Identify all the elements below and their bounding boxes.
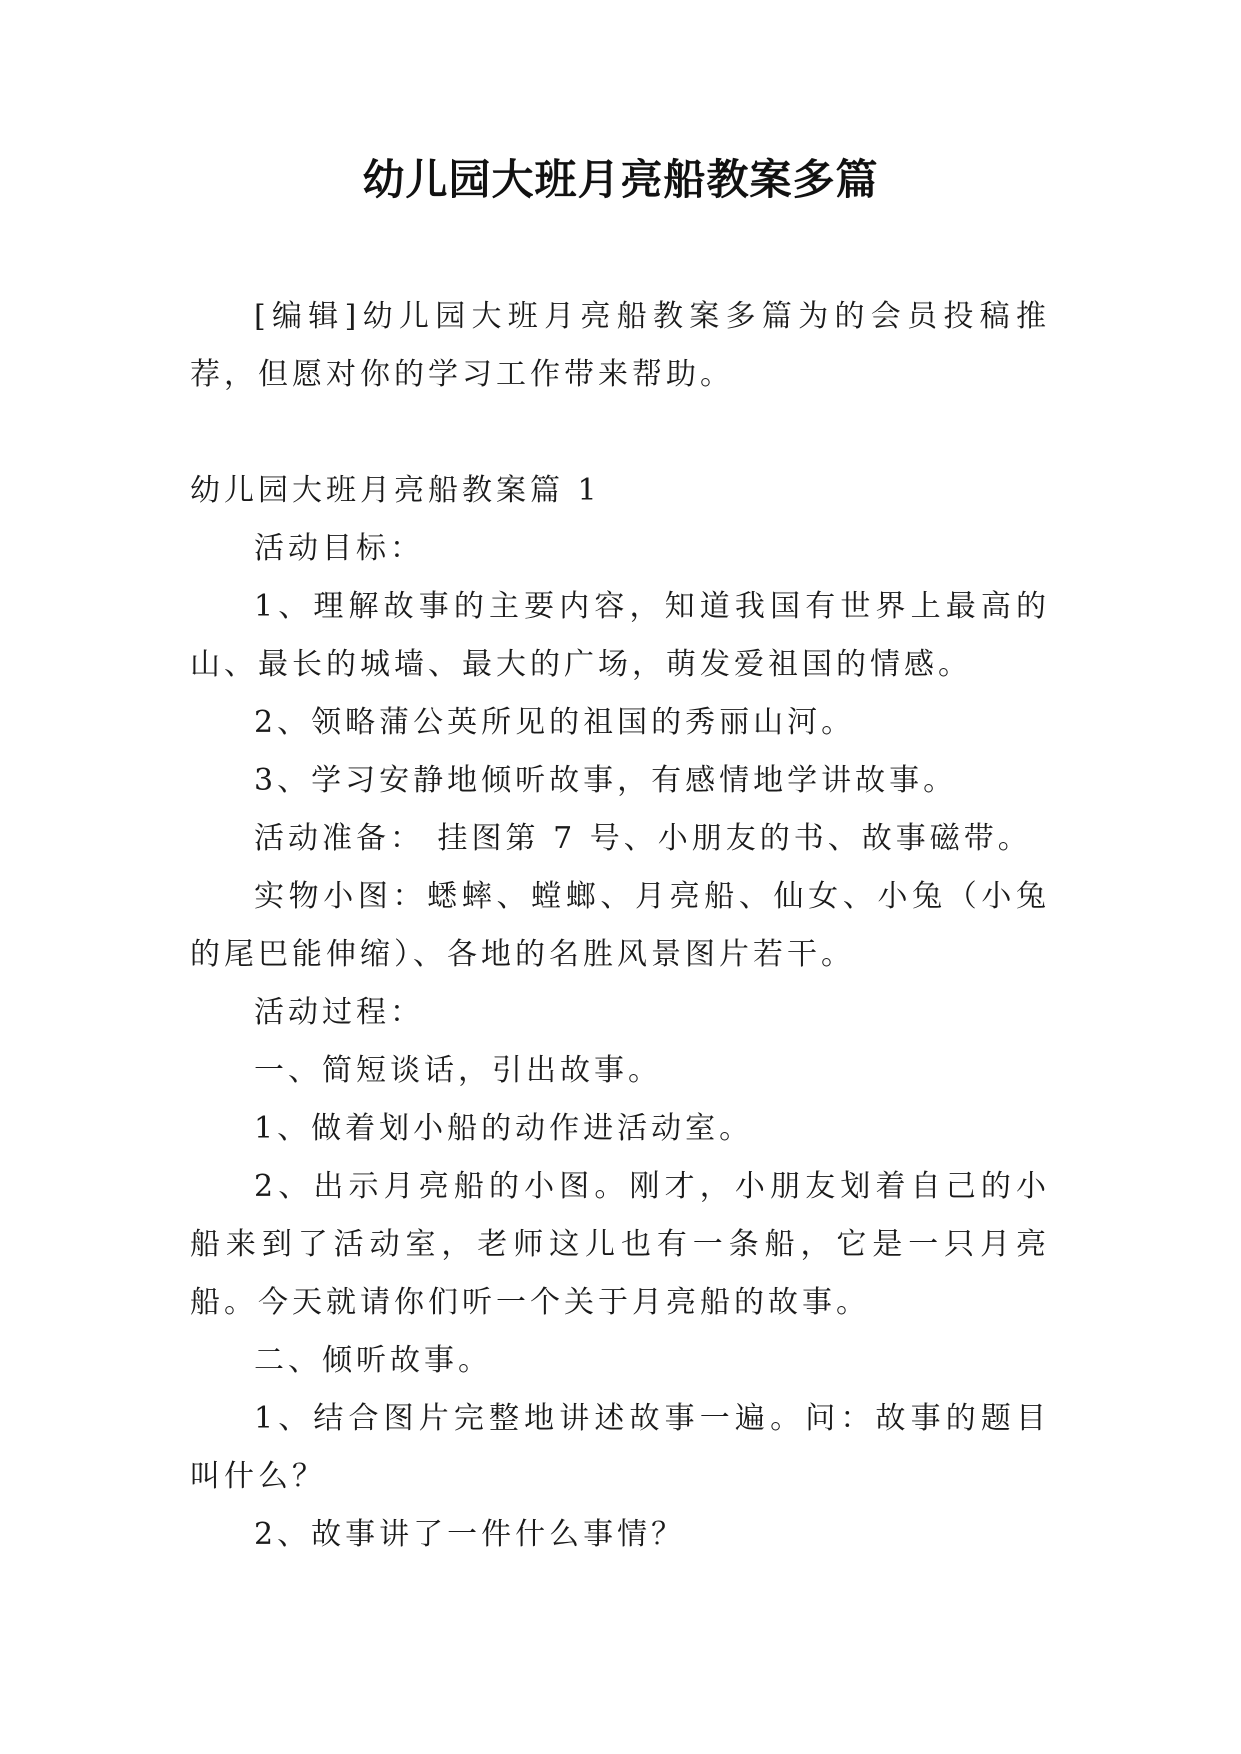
paragraph: 2、故事讲了一件什么事情？ bbox=[254, 1517, 686, 1552]
paragraph: 活动目标： bbox=[254, 531, 424, 566]
paragraph: 1、做着划小船的动作进活动室。 bbox=[254, 1111, 754, 1146]
paragraph: 2、出示月亮船的小图。刚才，小朋友划着自己的小船来到了活动室，老师这儿也有一条船，它是一只月亮船。今天就请你们听一个关于月亮船的故事。 bbox=[190, 1169, 1050, 1320]
paragraph: 3、学习安静地倾听故事，有感情地学讲故事。 bbox=[254, 763, 958, 798]
paragraph: 一、简短谈话，引出故事。 bbox=[254, 1053, 662, 1088]
paragraph: 二、倾听故事。 bbox=[254, 1343, 492, 1378]
section-heading: 幼儿园大班月亮船教案篇 1 bbox=[190, 473, 601, 508]
paragraph: 2、领略蒲公英所见的祖国的秀丽山河。 bbox=[254, 705, 856, 740]
paragraph: 1、理解故事的主要内容，知道我国有世界上最高的山、最长的城墙、最大的广场，萌发爱祖国的情感。 bbox=[190, 589, 1050, 682]
document-body bbox=[190, 288, 1050, 1564]
document-title: 幼儿园大班月亮船教案多篇 bbox=[362, 155, 879, 204]
paragraph-gap bbox=[190, 404, 1050, 462]
paragraph: 活动准备： 挂图第 7 号、小朋友的书、故事磁带。 bbox=[254, 821, 1032, 856]
paragraph: 实物小图：蟋蟀、螳螂、月亮船、仙女、小兔（小兔的尾巴能伸缩）、各地的名胜风景图片若干。 bbox=[190, 879, 1050, 972]
paragraph: 1、结合图片完整地讲述故事一遍。问：故事的题目叫什么？ bbox=[190, 1401, 1050, 1494]
paragraph: 活动过程： bbox=[254, 995, 424, 1030]
intro-paragraph: [编辑]幼儿园大班月亮船教案多篇为的会员投稿推荐，但愿对你的学习工作带来帮助。 bbox=[190, 299, 1050, 392]
